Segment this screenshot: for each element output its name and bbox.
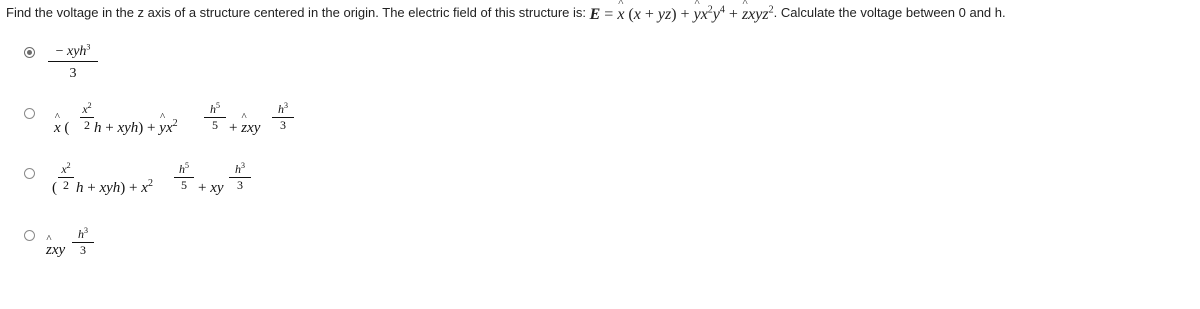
question-prefix: Find the voltage in the z axis of a structure centered in the origin. The electric field of this structure is: <box>6 5 590 20</box>
option-1-expression: − xyh$^3$ 3 <box>48 44 98 82</box>
radio-button-4[interactable] <box>24 230 35 241</box>
question-suffix: . Calculate the voltage between 0 and h. <box>773 5 1006 20</box>
question-text <box>6 4 1196 22</box>
radio-button-2[interactable] <box>24 108 35 119</box>
radio-button-3[interactable] <box>24 168 35 179</box>
field-equation: E = ^ x (x + yz) + ^ $yx^2y^4$ + ^ zxyz$^2$ <box>590 6 774 23</box>
radio-button-1[interactable] <box>24 47 35 58</box>
